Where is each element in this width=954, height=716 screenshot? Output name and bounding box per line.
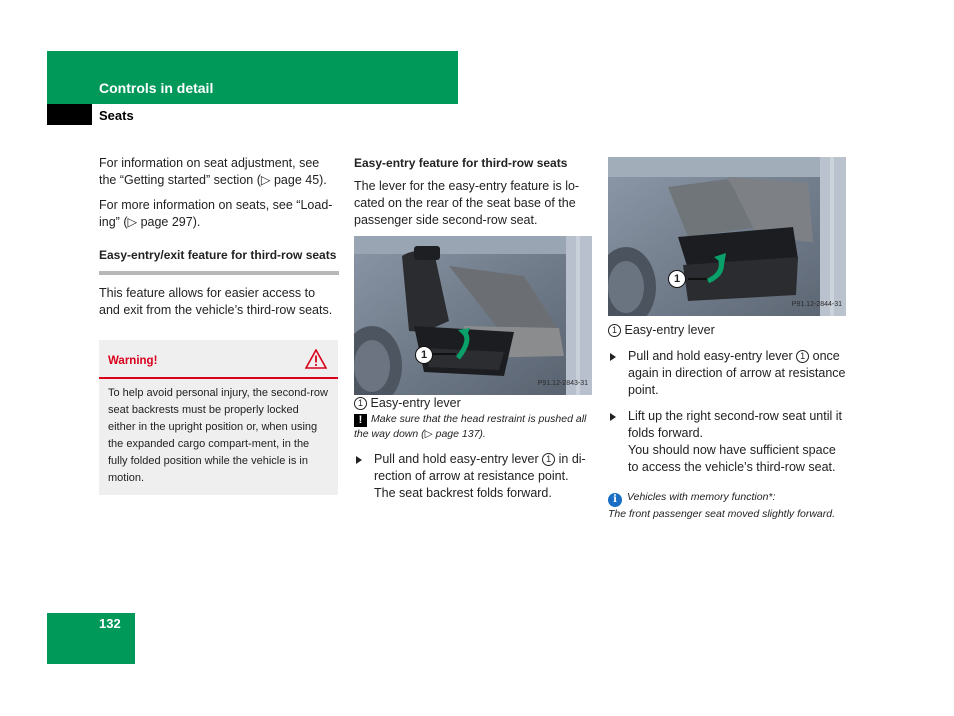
- warning-header: [99, 340, 338, 379]
- seat-photo-folded: [608, 157, 846, 316]
- exit-feature-heading: Easy-entry/exit feature for third-row seats: [99, 248, 337, 262]
- warning-triangle-icon: [305, 349, 327, 369]
- result-text: You should now have sufficient space to access the vehicle’s third-row seat.: [628, 443, 836, 474]
- feature-description: This feature allows for easier access to and exit from the vehicle’s third-row seats.: [99, 286, 333, 317]
- info-icon: i: [608, 493, 622, 507]
- caption-text: Easy-entry lever: [370, 396, 461, 410]
- heading-rule: [99, 271, 339, 275]
- memory-function-note: [608, 490, 848, 521]
- callout-marker: 1: [668, 270, 686, 288]
- column-left: [99, 155, 339, 495]
- step-text: Lift up the right second-row seat until it folds forward.: [628, 409, 843, 440]
- bullet-arrow-icon: [610, 413, 616, 421]
- warning-label: Warning!: [108, 355, 158, 367]
- photo-caption: [354, 395, 594, 412]
- callout-number: 1: [542, 453, 555, 466]
- step-text: Pull and hold easy-entry lever: [374, 452, 543, 466]
- warning-box: [99, 340, 338, 495]
- result-text: The seat backrest folds forward.: [374, 486, 552, 500]
- page-number: 132: [99, 616, 121, 631]
- loading-reference: For more information on seats, see “Load-ing” (▷ page 297).: [99, 198, 333, 229]
- seat-photo-backrest: [354, 236, 592, 395]
- column-right: [608, 157, 848, 521]
- section-title: Controls in detail: [99, 80, 214, 96]
- step-pull-lever-again: [608, 348, 848, 399]
- exclamation-icon: !: [354, 414, 367, 427]
- callout-number: 1: [354, 397, 367, 410]
- callout-number: 1: [796, 350, 809, 363]
- callout-number: 1: [608, 324, 621, 337]
- head-restraint-note: [354, 412, 594, 441]
- seat-adjustment-reference: For information on seat adjustment, see the “Getting started” section (▷ page 45).: [99, 156, 327, 187]
- step-text-end: once again in direction of arrow at resistance point.: [628, 349, 846, 397]
- bullet-arrow-icon: [610, 353, 616, 361]
- page-number-band: [47, 613, 135, 664]
- column-middle: [354, 155, 594, 502]
- bullet-arrow-icon: [356, 456, 362, 464]
- photo-caption: [608, 322, 848, 339]
- caption-text: Easy-entry lever: [624, 323, 715, 337]
- step-text: Pull and hold easy-entry lever: [628, 349, 797, 363]
- warning-text: To help avoid personal injury, the second-row seat backrests must be properly locked either in the upright position or, when using the expanded cargo compart-ment, in the fully folded position while the vehicle is in motion.: [108, 387, 328, 484]
- callout-marker: 1: [415, 346, 433, 364]
- info-line-2: The front passenger seat moved slightly forward.: [608, 508, 836, 520]
- header-band: [47, 51, 458, 104]
- step-text-end: in di-rection of arrow at resistance point.: [374, 452, 586, 483]
- lever-location-text: The lever for the easy-entry feature is lo-cated on the rear of the seat base of the passenger side second-row seat.: [354, 179, 580, 227]
- step-lift-seat: [608, 408, 848, 442]
- photo-code: P91.12-2844-31: [791, 301, 842, 308]
- info-line-1: Vehicles with memory function*:: [627, 491, 776, 503]
- photo-code: P91.12-2843-31: [537, 380, 588, 387]
- note-text: Make sure that the head restraint is pushed all the way down (▷ page 137).: [354, 413, 587, 440]
- subsection-title: Seats: [99, 108, 134, 123]
- step-pull-lever: [354, 451, 594, 485]
- header-marker: [47, 104, 92, 125]
- easy-entry-heading: Easy-entry feature for third-row seats: [354, 156, 568, 170]
